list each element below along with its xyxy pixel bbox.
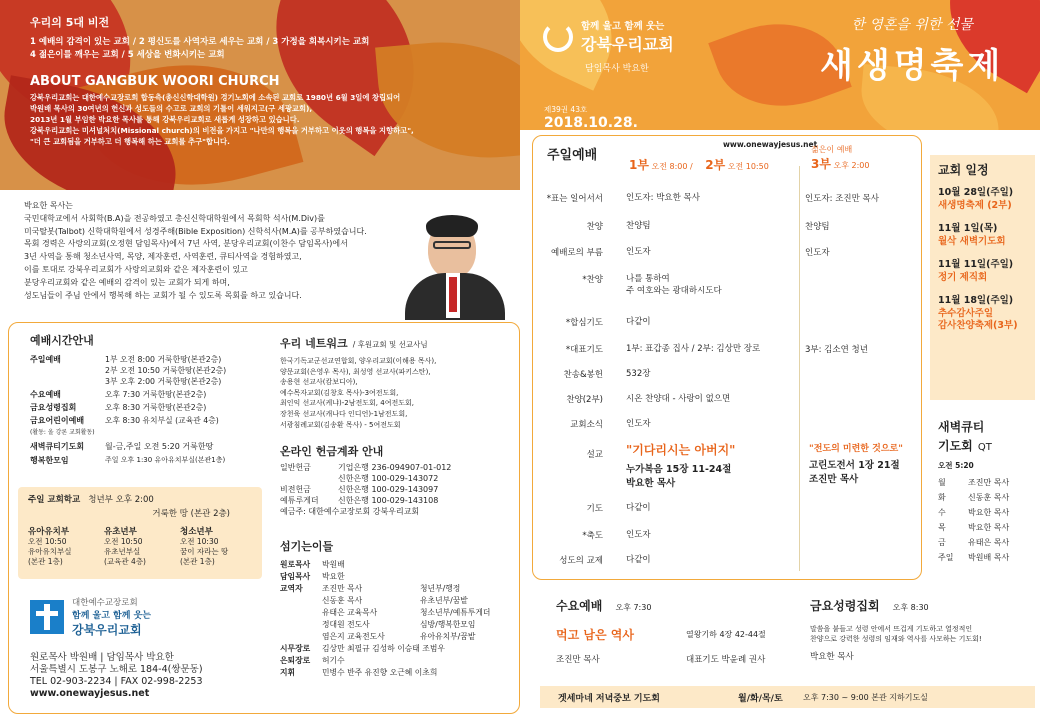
issue-info [544,104,638,131]
gethsemane-title: 겟세마네 저녁중보 기도회 [558,693,660,704]
about-line: 박원배 목사의 30여년의 헌신과 성도들의 수고로 교회의 기틀이 세워지고(구 세광교회), [30,104,313,113]
qt-name: 박원배 목사 [968,553,1010,562]
festival-subtitle: 한 영혼을 위한 선물 [851,17,973,33]
server-row [280,607,520,619]
worship-label: 금요어린이예배 [30,416,85,425]
about-line: 강북우리교회는 대한예수교장로회 합동측(총신신학대학원) 경기노회에 소속된 교회로 1980년 6월 3일에 창립되어 [30,93,401,102]
worship-time: 2부 오전 10:50 거룩한땅(본관2층) [105,366,227,375]
dept-floor: (본관 1층) [180,557,215,566]
sermon3-ref: 고린도전서 1장 21절 [809,460,900,471]
pastor-line: 분당우리교회와 같은 예배의 감격이 있는 교회가 되게 하며, [24,277,230,287]
order-title: 주일예배 [547,148,598,163]
qt-section [938,418,1038,565]
server-row [280,631,520,643]
offering-label: 일반헌금 [280,463,311,472]
qt-row [938,550,1038,565]
sermon1-pastor: 박요한 목사 [626,478,676,489]
order-row [533,554,921,566]
worship-row [30,402,265,413]
order-label: 찬양(2부) [566,395,603,405]
order-label: 찬송&봉헌 [563,370,603,380]
dawn-value: 월-금,주일 오전 5:20 거룩한땅 [105,441,214,451]
worship-note: (활동: 올 강론 교회활동) [30,429,95,436]
order-label: *축도 [582,531,603,541]
dept-place: 꿈이 자라는 땅 [180,547,229,556]
server-row [280,655,520,667]
order-label: 찬양 [586,222,603,232]
qt-row [938,535,1038,550]
friday-pastor: 박요한 목사 [810,652,854,662]
offering-accounts [338,484,438,495]
order-label: 교회소식 [570,420,603,430]
sermon-3 [809,441,903,485]
server-label [280,595,322,607]
server-role: 청년부/행정 [420,584,461,593]
service1-time: 오전 8:00 / [651,162,693,171]
offering-accounts [338,462,451,484]
school-dept [104,527,176,567]
qt-title1: 새벽큐티 [938,420,985,434]
gethsemane-days: 월/화/목/토 [738,693,783,704]
order-col1: 다같이 [626,555,651,565]
wednesday-pastor: 조진만 목사 [556,655,600,665]
church-tel: TEL 02-903-2234 | FAX 02-998-2253 [30,676,203,687]
offering-row [280,462,515,484]
about-line: 2013년 1월 부임한 박요한 목사를 통해 강북우리교회로 새롭게 성장하고 있습니다. [30,115,300,124]
network-subtitle: / 후원교회 및 선교사님 [352,340,428,349]
server-name: 민병수 반주 유진향 오근혜 이초희 [322,668,438,677]
server-name: 박원배 [322,560,345,569]
pastor-line: 목회 경력은 사랑의교회(오정현 담임목사)에서 7년 사역, 분당우리교회(이찬수 담임목사)에서 [24,239,348,249]
network-line: 양문교회(은영우 목사), 최성영 선교사(파키스탄), [280,367,431,376]
order-website: www.onewayjesus.net [723,140,818,149]
order-col1: 찬양팀 [626,221,651,231]
order-row [533,393,921,405]
dept-time: 오전 10:50 [104,537,143,546]
worship-times-title: 예배시간안내 [30,334,94,347]
qt-row [938,520,1038,535]
schedule-date: 11월 1일(목) [938,223,998,234]
qt-title2: 기도회 [938,439,973,453]
worship-times-list [105,354,226,387]
network-line: 장천육 선교사(캐나다 인디언)-1남전도회, [280,409,408,418]
worship-times-list [105,402,206,413]
server-row [280,595,520,607]
order-row [533,418,921,430]
offering-section [280,443,515,517]
sermon1-ref: 누가복음 15장 11-24절 [626,464,732,475]
order-col1: 인도자 [626,247,651,257]
qt-day: 화 [938,493,946,502]
order-row [533,192,921,204]
qt-name: 박요한 목사 [968,508,1010,517]
dept-place: 유아유치부실 [28,547,72,556]
server-name: 박요한 [322,572,345,581]
order-label: *찬양 [582,275,603,285]
dawn-label: 새벽큐티기도회 [30,441,85,451]
network-title: 우리 네트워크 [280,337,348,350]
pastor-line: 국민대학교에서 사회학(B.A)을 전공하였고 총신신학대학원에서 목회학 석사(M.Div)를 [24,213,325,223]
qt-name: 유태은 목사 [968,538,1010,547]
order-row [533,316,921,328]
service2-time: 오전 10:50 [727,162,769,171]
server-row [280,559,520,571]
school-dept [180,527,252,567]
offering-row [280,495,515,506]
friday-section [810,595,1035,662]
service1-label: 1부 [629,158,649,172]
offering-account: 신한은행 100-029-143072 [338,474,439,483]
network-line: 예수목자교회(김창호 목사)-3여전도회, [280,388,399,397]
server-name: 유태은 교육목사 [322,608,378,617]
worship-time: 오후 7:30 거룩한땅(본관2층) [105,390,207,399]
order-label: 예배로의 부름 [551,248,603,258]
servers-section [280,538,520,679]
order-col1: 1부: 표갑종 집사 / 2부: 김상만 장로 [626,344,761,354]
order-label: *합심기도 [565,318,603,328]
pastor-line: 이를 토대로 강북우리교회가 사랑의교회와 같은 제자훈련이 있고 [24,264,248,274]
sermon1-title: "기다리시는 아버지" [626,443,736,457]
dept-time: 오전 10:50 [28,537,67,546]
order-col1: 시온 찬양대 - 사랑이 없으면 [626,394,731,404]
order-row [533,220,921,232]
sermon3-pastor: 조진만 목사 [809,474,859,485]
issue-number: 제39권 43호 [544,105,588,114]
order-col1: 532장 [626,369,651,379]
dept-time: 오전 10:30 [180,537,219,546]
issue-date: 2018.10.28. [544,115,638,131]
pastor-line: 성도님들이 주님 안에서 행복해 하는 교회가 될 수 있도록 목회를 하고 있습니다. [24,290,302,300]
worship-time: 1부 오전 8:00 거룩한땅(본관2층) [105,355,222,364]
wednesday-prayer: 대표기도 박윤례 권사 [686,655,766,665]
server-label: 원로목사 [280,560,311,569]
qt-name: 조진만 목사 [968,478,1010,487]
youth-time: 청년부 오후 2:00 [88,495,154,505]
server-label [280,619,322,631]
service3-label: 3부 [811,157,831,171]
server-label: 시무장로 [280,644,311,653]
youth-place: 거룩한 땅 (본관 2층) [152,509,230,519]
sermon-1 [626,441,735,489]
offering-label: 예튜루게더 [280,496,319,505]
offering-label: 비전헌금 [280,485,311,494]
wednesday-sermon: 먹고 남은 역사 [556,628,634,642]
church-brand [543,18,674,74]
server-role: 유아유치부/꿈밭 [420,632,476,641]
network-section [280,332,515,430]
order-label: 기도 [586,504,603,514]
offering-accounts [338,495,438,506]
order-col1: 나를 통하여 주 여호와는 광대하시도다 [626,274,722,296]
vision-line: 4 젊은이를 깨우는 교회 / 5 세상을 변화시키는 교회 [30,50,225,60]
server-label: 지휘 [280,668,296,677]
about-line: 강북우리교회는 미셔널처치(Missional church)의 비전을 가지고 "나만의 행복을 거부하고 이웃의 행복을 지향하고", [30,126,414,135]
dept-name: 유아유치부 [28,527,70,537]
gethsemane-time: 오후 7:30 ~ 9:00 본관 지하기도실 [803,692,928,702]
order-label: 설교 [586,450,603,460]
dept-name: 청소년부 [180,527,213,537]
server-row [280,667,520,679]
worship-row [30,415,265,426]
wednesday-time: 오후 7:30 [615,603,652,612]
server-name: 조진만 목사 [322,584,363,593]
festival-title: 새생명축제 [820,46,1005,86]
worship-times-list [105,389,206,400]
about-title: ABOUT GANGBUK WOORI CHURCH [30,74,280,89]
schedule-title: 교회 일정 [938,163,989,177]
church-logo-icon [30,600,64,634]
server-name: 김상만 최필규 김성하 이승태 조범우 [322,644,445,653]
worship-times-list [105,415,219,426]
church-pastors: 원로목사 박원배 | 담임목사 박요한 [30,652,174,663]
schedule-date: 10월 28일(주일) [938,187,1014,198]
order-col1: 인도자 [626,419,651,429]
worship-label: 금요성령집회 [30,403,77,412]
order-col1: 다같이 [626,503,651,513]
qt-time: 오전 5:20 [938,461,974,470]
order-row [533,246,921,258]
server-row [280,571,520,583]
server-label [280,631,322,643]
offering-account: 신한은행 100-029-143108 [338,496,439,505]
offering-account: 기업은행 236-094907-01-012 [338,463,452,472]
sunday-school-title: 주일 교회학교 [28,495,81,505]
offering-row [280,484,515,495]
offering-holder: 예금주: 대한예수교장로회 강북우리교회 [280,507,420,516]
network-line: 최인익 선교사(케냐)-2남전도회, 4여전도회, [280,399,414,408]
church-logo-icon [543,22,573,52]
schedule-date: 11월 18일(주일) [938,295,1014,306]
dept-floor: (본관 1층) [28,557,63,566]
worship-times [30,332,265,466]
network-line: 한국기독교군선교연합회, 양우리교회(이해용 목사), [280,357,437,365]
vision-section [30,14,510,147]
qt-day: 금 [938,538,946,547]
about-text [30,92,510,147]
schedule-item [938,294,1027,332]
server-row [280,619,520,631]
worship-row [30,354,265,387]
order-row [533,273,921,296]
church-name: 강북우리교회 [72,623,142,637]
service3-time: 오후 2:00 [833,161,870,170]
wednesday-title: 수요예배 [556,599,603,613]
schedule-event: 월삭 새벽기도회 [938,236,1006,247]
pastor-line: 미국탈봇(Talbot) 신학대학원에서 성경주해(Bible Exposition) 신학석사(M.A)를 공부하였습니다. [24,226,367,236]
servers-title: 섬기는이들 [280,540,334,553]
church-address: 서울특별시 도봉구 노해로 184-4(쌍문동) [30,664,203,675]
dept-name: 유초년부 [104,527,137,537]
school-dept [28,527,100,567]
order-col3: 인도자 [805,248,830,258]
worship-label: 주일예배 [30,355,61,364]
offering-title: 온라인 헌금계좌 안내 [280,445,384,458]
wednesday-section [556,595,796,665]
network-line: 서광침례교회(김송환 목사) - 5여전도회 [280,420,401,429]
pastor-photo [400,215,510,320]
happy-value: 주일 오후 1:30 유아유치부실(본관1층) [105,455,226,464]
server-name: 염은지 교육전도사 [322,632,385,641]
order-col3: 인도자: 조진만 목사 [805,194,879,204]
service3-pre: 젊은이 예배 [811,145,853,154]
schedule-event: 정기 제직회 [938,272,988,283]
order-row [533,368,921,380]
server-name: 허기수 [322,656,345,665]
order-col3: 찬양팀 [805,222,830,232]
dept-place: 유초년부실 [104,547,141,556]
order-label: *표는 일어서서 [546,194,603,204]
server-row [280,583,520,595]
dept-floor: (교육관 4층) [104,557,146,566]
schedule-event: 추수감사주일 감사찬양축제(3부) [938,308,1018,331]
denomination: 대한예수교장로회 [72,598,138,608]
friday-desc-line: 찬양으로 강력한 성령의 임재와 역사를 사모하는 기도회! [810,635,982,643]
order-label: 성도의 교제 [559,556,603,566]
sunday-school [18,487,262,579]
server-label: 은퇴장로 [280,656,311,665]
friday-desc-line: 말씀을 붙들고 성령 안에서 뜨겁게 기도하고 열정적인 [810,625,973,633]
server-name: 정대원 전도사 [322,620,370,629]
church-slogan: 함께 울고 함께 웃는 [72,611,151,621]
schedule-event: 새생명축제 (2부) [938,200,1012,211]
schedule-item [938,222,1027,248]
service2-label: 2부 [705,158,726,172]
pastor-line: 박요한 목사는 [24,201,73,210]
schedule-item [938,186,1027,212]
schedule-item [938,258,1027,284]
qt-name: 신동훈 목사 [968,493,1010,502]
order-label: *대표기도 [565,345,603,355]
worship-time: 오후 8:30 거룩한땅(본관2층) [105,403,207,412]
church-info [30,596,260,700]
server-label: 담임목사 [280,572,311,581]
order-col1: 인도자: 박요한 목사 [626,193,700,203]
network-line: 송용현 선교사(캄보디아), [280,378,358,387]
qt-row [938,490,1038,505]
church-website-link[interactable]: www.onewayjesus.net [30,688,150,699]
wednesday-ref: 열왕기하 4장 42-44절 [686,630,766,639]
server-label [280,607,322,619]
vision-line: 1 예배의 감격이 있는 교회 / 2 평신도를 사역자로 세우는 교회 / 3 가정을 회복시키는 교회 [30,37,370,47]
qt-row [938,475,1038,490]
server-role: 청소년부/예튜투게더 [420,608,491,617]
pastor-line: 3년 사역을 통해 청소년사역, 목양, 제자훈련, 사역훈련, 큐티사역을 경험하였고, [24,252,302,262]
server-row [280,643,520,655]
gethsemane-bar [540,686,1035,708]
server-label: 교역자 [280,584,303,593]
happy-label: 행복한모임 [30,455,69,465]
offering-account: 신한은행 100-029-143097 [338,485,439,494]
worship-row [30,389,265,400]
pastor-intro [24,200,404,302]
server-role: 유초년부/꿈밭 [420,596,468,605]
qt-day: 목 [938,523,946,532]
schedule-section [930,155,1035,400]
about-line: "더 큰 교회됨을 거부하고 더 행복해 하는 교회를 추구"합니다. [30,137,230,146]
server-name: 신동훈 목사 [322,596,363,605]
qt-row [938,505,1038,520]
sermon3-title: "전도의 미련한 것으로" [809,444,903,454]
brand-pastor: 담임목사 박요한 [585,64,649,74]
order-col1: 다같이 [626,317,651,327]
order-row [533,529,921,541]
friday-desc [810,624,1035,644]
friday-title: 금요성령집회 [810,599,880,613]
server-role: 심방/행복한모임 [420,620,476,629]
order-of-service [532,135,922,580]
friday-time: 오후 8:30 [892,603,929,612]
order-row [533,502,921,514]
festival-title-block [820,14,1004,87]
brand-slogan: 함께 울고 함께 웃는 [581,21,665,32]
qt-title2-suffix: QT [977,442,992,453]
qt-name: 박요한 목사 [968,523,1010,532]
qt-day: 주일 [938,553,954,562]
qt-day: 수 [938,508,946,517]
order-row [533,343,921,355]
qt-day: 월 [938,478,946,487]
schedule-date: 11월 11일(주일) [938,259,1014,270]
worship-time: 3부 오후 2:00 거룩한땅(본관2층) [105,377,222,386]
brand-church: 강북우리교회 [581,35,674,54]
order-col3: 3부: 김소연 청년 [805,345,868,355]
worship-time: 오후 8:30 유치부실 (교육관 4층) [105,416,219,425]
worship-label: 수요예배 [30,390,61,399]
order-col1: 인도자 [626,530,651,540]
vision-title: 우리의 5대 비전 [30,16,110,29]
